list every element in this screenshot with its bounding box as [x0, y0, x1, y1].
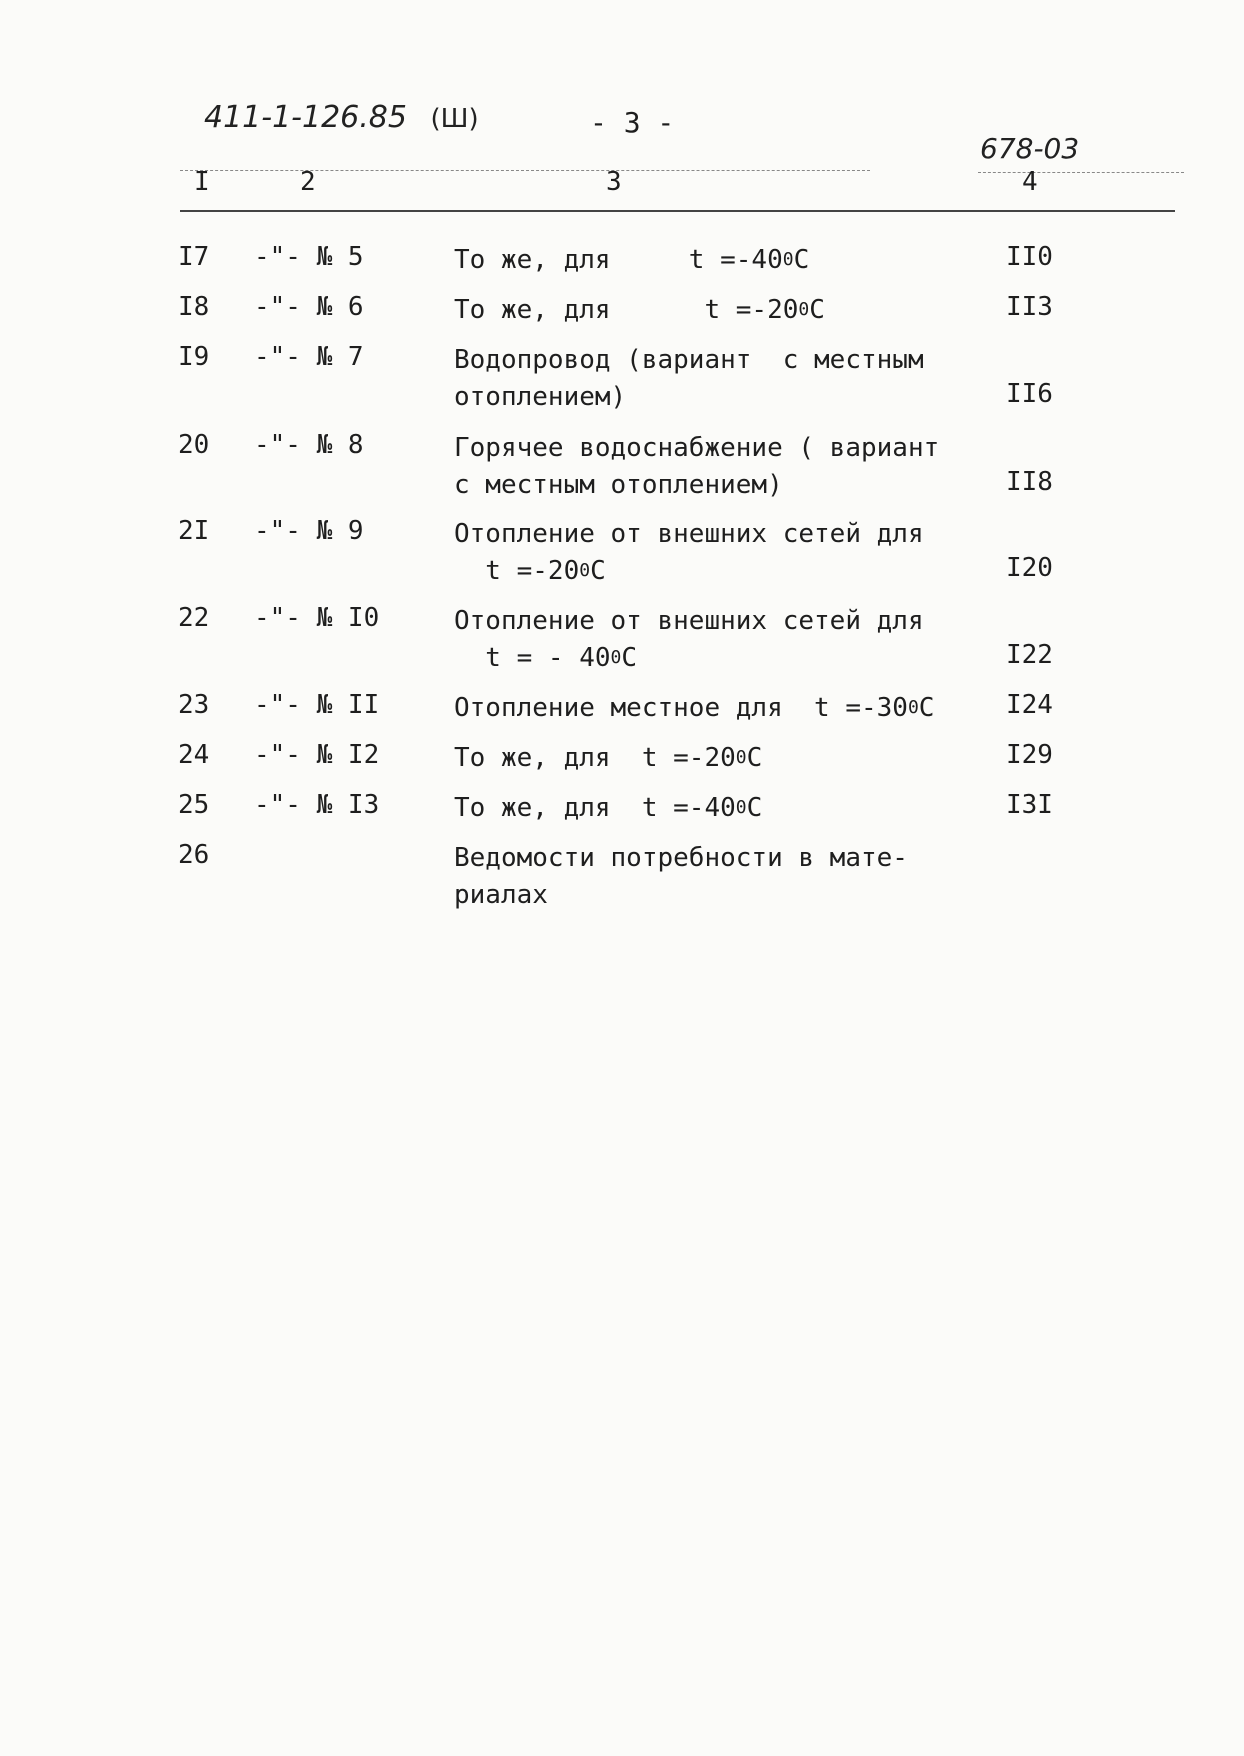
- document-code-text: 411-1-126.85: [204, 100, 407, 135]
- row-number: I9: [178, 342, 210, 372]
- row-number: I8: [178, 292, 210, 322]
- description-line: Отопление от внешних сетей для: [454, 519, 924, 549]
- header-bottom-rule: [180, 210, 1175, 212]
- column-header-3: 3: [606, 167, 622, 197]
- row-description: [454, 740, 762, 777]
- row-reference: -"- № 6: [254, 292, 364, 322]
- row-number: 24: [178, 740, 210, 770]
- degree-superscript: 0: [610, 647, 622, 668]
- row-reference: -"- № I2: [254, 740, 380, 770]
- description-line: с местным отоплением): [454, 470, 783, 500]
- row-reference: -"- № 9: [254, 516, 364, 546]
- degree-superscript: 0: [579, 560, 591, 581]
- degree-superscript: 0: [782, 249, 794, 270]
- row-page: I22: [1006, 640, 1053, 670]
- description-line: То же, для $t =-20^0C$: [454, 295, 825, 325]
- row-description: [454, 840, 908, 914]
- row-reference: -"- № 5: [254, 242, 364, 272]
- row-page: II0: [1006, 242, 1053, 272]
- description-line: То же, для $t =-40^0C$: [454, 245, 810, 275]
- column-header-2: 2: [300, 167, 316, 197]
- document-part-text: (Ш): [430, 104, 479, 134]
- sheet-code: 678-03: [980, 132, 1080, 165]
- row-description: [454, 242, 809, 279]
- row-page: II3: [1006, 292, 1053, 322]
- row-description: [454, 516, 924, 590]
- description-line: Горячее водоснабжение ( вариант: [454, 433, 940, 463]
- document-code: [204, 100, 479, 135]
- description-line: t = - $40^0C$: [454, 643, 638, 673]
- page-number: - 3 -: [590, 106, 675, 139]
- row-page: I20: [1006, 553, 1053, 583]
- row-number: 2I: [178, 516, 210, 546]
- degree-superscript: 0: [735, 747, 747, 768]
- row-page: I3I: [1006, 790, 1053, 820]
- description-line: риалах: [454, 880, 548, 910]
- row-description: [454, 342, 924, 416]
- degree-superscript: 0: [735, 797, 747, 818]
- header-top-rule: [180, 170, 870, 171]
- column-header-4: 4: [1022, 167, 1038, 197]
- description-line: $t =-20^0C$: [454, 556, 606, 586]
- row-page: II8: [1006, 467, 1053, 497]
- description-line: Водопровод (вариант с местным: [454, 345, 924, 375]
- description-line: То же, для $t =-20^0C$: [454, 743, 763, 773]
- description-line: Ведомости потребности в мате-: [454, 843, 908, 873]
- header-top-rule-right: [978, 172, 1184, 173]
- description-line: То же, для $t =-40^0C$: [454, 793, 763, 823]
- degree-superscript: 0: [907, 697, 919, 718]
- row-number: 20: [178, 430, 210, 460]
- degree-superscript: 0: [798, 299, 810, 320]
- row-number: 23: [178, 690, 210, 720]
- description-line: Отопление от внешних сетей для: [454, 606, 924, 636]
- row-page: I24: [1006, 690, 1053, 720]
- description-line: Отопление местное для $t =-30^0C$: [454, 693, 935, 723]
- row-reference: -"- № I0: [254, 603, 380, 633]
- row-reference: -"- № II: [254, 690, 380, 720]
- row-description: [454, 603, 924, 677]
- row-reference: -"- № 8: [254, 430, 364, 460]
- row-number: 22: [178, 603, 210, 633]
- row-page: II6: [1006, 379, 1053, 409]
- row-description: [454, 430, 939, 504]
- row-page: I29: [1006, 740, 1053, 770]
- row-description: [454, 790, 762, 827]
- row-reference: -"- № I3: [254, 790, 380, 820]
- row-description: [454, 292, 825, 329]
- row-number: I7: [178, 242, 210, 272]
- description-line: отоплением): [454, 382, 627, 412]
- row-reference: -"- № 7: [254, 342, 364, 372]
- row-number: 26: [178, 840, 210, 870]
- row-description: [454, 690, 934, 727]
- row-number: 25: [178, 790, 210, 820]
- column-header-1: I: [194, 167, 210, 197]
